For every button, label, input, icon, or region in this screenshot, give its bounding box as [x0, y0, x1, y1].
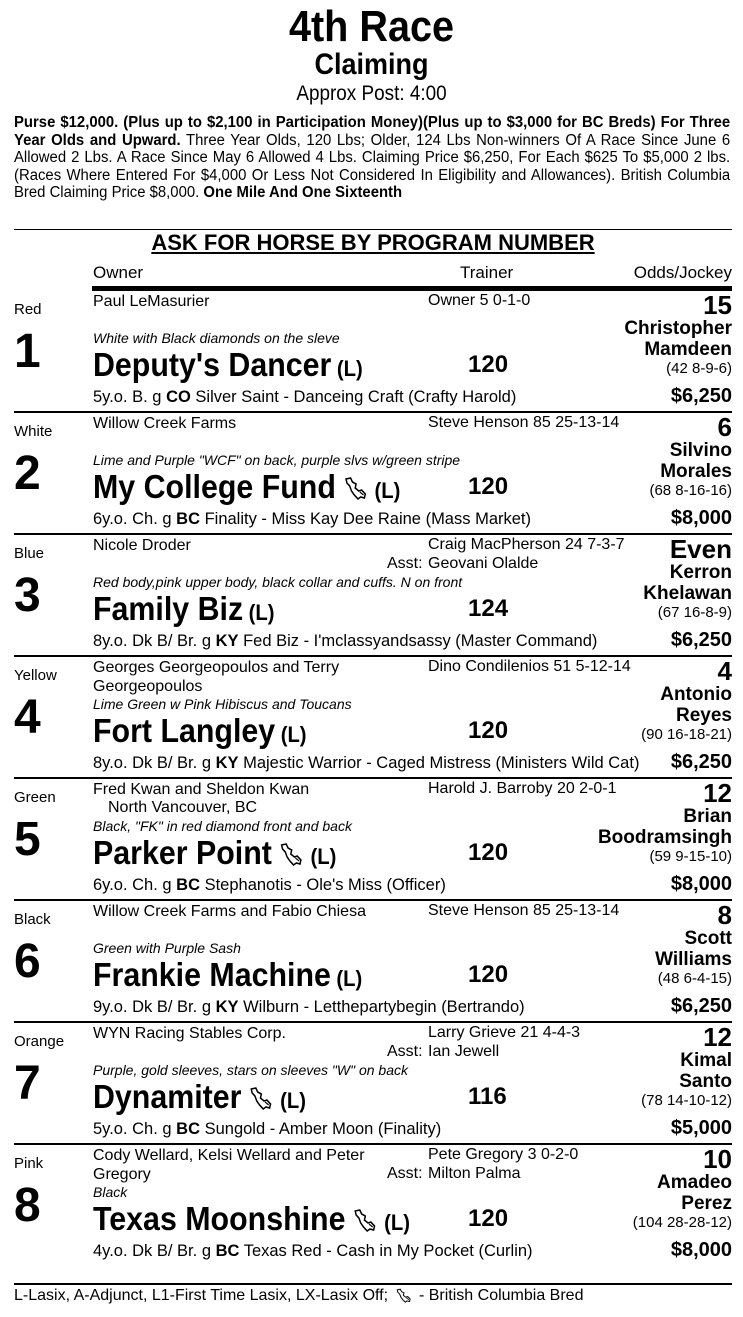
weight: 120	[468, 351, 509, 378]
jockey-last-name: Morales	[660, 461, 732, 482]
pedigree: Finality - Miss Kay Dee Raine (Mass Market)	[200, 510, 531, 528]
british-columbia-map-icon	[395, 1288, 413, 1304]
morning-line-odds: Even	[669, 534, 732, 564]
medication-code: (L)	[384, 1210, 410, 1235]
assistant-label: Asst:	[387, 1043, 423, 1060]
program-number: 5	[14, 813, 41, 866]
jockey-stats: (59 9-15-10)	[649, 848, 732, 865]
saddle-cloth-color: Yellow	[14, 667, 57, 684]
program-number: 3	[14, 569, 41, 622]
jockey-first-name: Silvino	[669, 440, 732, 461]
horse-name-line	[93, 956, 362, 998]
race-header	[0, 0, 743, 108]
breeding-line	[93, 1120, 441, 1139]
bred-state: BC	[176, 510, 200, 528]
legend-text: L-Lasix, A-Adjunct, L1-First Time Lasix, LX-Lasix Off;	[14, 1287, 393, 1304]
jockey-stats: (78 14-10-12)	[641, 1092, 732, 1109]
pedigree: Majestic Warrior - Caged Mistress (Ministers Wild Cat)	[238, 754, 640, 772]
weight: 120	[468, 717, 509, 744]
saddle-cloth-color: Green	[14, 789, 56, 806]
owner-name: Willow Creek Farms	[93, 415, 237, 432]
breeding-line	[93, 1242, 533, 1261]
saddle-cloth-color: White	[14, 423, 53, 440]
jockey-first-name: Kimal	[680, 1050, 732, 1071]
claiming-price: $6,250	[670, 385, 732, 407]
weight: 120	[468, 839, 509, 866]
jockey-first-name: Scott	[684, 928, 732, 949]
claiming-price: $6,250	[670, 751, 732, 773]
age-sex: 5y.o. B. g	[93, 388, 167, 406]
jockey-last-name: Mamdeen	[644, 339, 732, 360]
saddle-cloth-color: Red	[14, 301, 42, 318]
jockey-first-name: Antonio	[660, 684, 732, 705]
col-owner: Owner	[93, 263, 144, 282]
assistant-trainer: Geovani Olalde	[428, 555, 539, 572]
odds-jockey-block	[552, 414, 732, 500]
british-columbia-map-icon	[343, 476, 369, 502]
entry-row	[0, 1021, 743, 1143]
pedigree: Sungold - Amber Moon (Finality)	[200, 1120, 442, 1138]
jockey-stats: (67 16-8-9)	[657, 604, 732, 621]
bred-state: KY	[215, 632, 239, 650]
claiming-price: $6,250	[670, 995, 732, 1017]
silks-description: Green with Purple Sash	[93, 940, 241, 956]
bred-state: BC	[176, 1120, 200, 1138]
pedigree: Wilburn - Letthepartybegin (Bertrando)	[238, 998, 525, 1016]
morning-line-odds: 6	[717, 412, 732, 442]
bred-state: KY	[215, 754, 239, 772]
footer-legend	[14, 1287, 583, 1305]
age-sex: 6y.o. Ch. g	[93, 876, 177, 894]
odds-jockey-block	[552, 780, 732, 866]
entry-row	[0, 1143, 743, 1265]
owner-name: Georges Georgeopoulos and Terry Georgeopoulos	[93, 659, 340, 695]
breeding-line	[93, 388, 516, 407]
trainer-name: Owner 5 0-1-0	[428, 292, 531, 309]
jockey-stats: (90 16-18-21)	[641, 726, 732, 743]
entry-divider	[14, 899, 732, 901]
saddle-cloth-color: Black	[14, 911, 51, 928]
entry-divider	[14, 533, 732, 535]
british-columbia-map-icon	[249, 1086, 275, 1112]
program-number: 2	[14, 447, 41, 500]
morning-line-odds: 4	[717, 656, 732, 686]
odds-jockey-block	[552, 1024, 732, 1110]
weight: 116	[468, 1083, 507, 1110]
ask-banner: ASK FOR HORSE BY PROGRAM NUMBER	[14, 229, 732, 256]
bred-state: BC	[215, 1242, 240, 1260]
medication-code: (L)	[248, 600, 275, 625]
silks-description: Lime and Purple "WCF" on back, purple slvs w/green stripe	[93, 452, 461, 468]
program-number: 4	[14, 691, 41, 744]
program-number: 8	[14, 1179, 41, 1232]
jockey-stats: (48 6-4-15)	[657, 970, 732, 987]
assistant-trainer: Milton Palma	[428, 1165, 521, 1182]
jockey-stats: (42 8-9-6)	[666, 360, 732, 377]
horse-name-line	[93, 712, 307, 754]
medication-code: (L)	[280, 1088, 306, 1113]
trainer-name: Craig MacPherson 24 7-3-7	[428, 536, 625, 553]
owner-name: Willow Creek Farms and Fabio Chiesa	[93, 903, 366, 920]
jockey-last-name: Williams	[655, 949, 732, 970]
owner-name: Fred Kwan and Sheldon Kwan	[93, 781, 310, 798]
jockey-stats: (68 8-16-16)	[649, 482, 732, 499]
medication-code: (L)	[336, 356, 363, 381]
odds-jockey-block	[552, 658, 732, 744]
race-title: 4th Race	[288, 2, 455, 51]
silks-description: Black	[93, 1184, 128, 1200]
horse-name-line	[93, 468, 400, 510]
horse-name: Deputy's Dancer	[93, 346, 332, 383]
pedigree: Texas Red - Cash in My Pocket (Curlin)	[239, 1242, 533, 1260]
jockey-first-name: Kerron	[669, 562, 732, 583]
bred-state: CO	[166, 388, 191, 406]
claiming-price: $8,000	[670, 1239, 732, 1261]
owner-location: North Vancouver, BC	[108, 799, 258, 816]
horse-name: Fort Langley	[93, 712, 276, 749]
horse-name: Frankie Machine	[93, 956, 331, 993]
morning-line-odds: 12	[703, 778, 732, 808]
jockey-last-name: Boodramsingh	[597, 827, 732, 848]
entry-divider	[14, 411, 732, 413]
entry-row	[0, 411, 743, 533]
entry-divider	[14, 1021, 732, 1023]
race-conditions	[14, 114, 730, 202]
jockey-first-name: Christopher	[624, 318, 732, 339]
weight: 124	[468, 595, 509, 622]
jockey-last-name: Reyes	[676, 705, 732, 726]
jockey-first-name: Brian	[683, 806, 732, 827]
bred-state: KY	[215, 998, 239, 1016]
pedigree: Silver Saint - Danceing Craft (Crafty Harold)	[190, 388, 517, 406]
claiming-price: $8,000	[670, 873, 732, 895]
horse-name: Family Biz	[93, 590, 244, 627]
odds-jockey-block	[552, 292, 732, 378]
claiming-price: $5,000	[670, 1117, 732, 1139]
horse-name-line	[93, 590, 275, 632]
assistant-label: Asst:	[387, 1165, 423, 1182]
breeding-line	[93, 998, 525, 1017]
entry-divider	[14, 1143, 732, 1145]
age-sex: 8y.o. Dk B/ Br. g	[93, 754, 216, 772]
odds-jockey-block	[552, 536, 732, 622]
medication-code: (L)	[280, 722, 307, 747]
horse-name-line	[93, 1078, 306, 1120]
saddle-cloth-color: Pink	[14, 1155, 44, 1172]
owner-name: Paul LeMasurier	[93, 293, 210, 310]
medication-code: (L)	[336, 966, 363, 991]
assistant-label: Asst:	[387, 555, 423, 572]
owner-name: WYN Racing Stables Corp.	[93, 1025, 286, 1042]
saddle-cloth-color: Orange	[14, 1033, 65, 1050]
medication-code: (L)	[310, 844, 337, 869]
age-sex: 8y.o. Dk B/ Br. g	[93, 632, 216, 650]
entry-row	[0, 899, 743, 1021]
post-time: Approx Post: 4:00	[296, 82, 447, 105]
col-odds-jockey: Odds/Jockey	[633, 263, 732, 282]
conditions-detail: Three Year Olds, 120 Lbs; Older, 124 Lbs Non-winners Of A Race Since June 6 Allowed 2 Lbs. A Race Since May 6 Allowed 4 Lbs. Claiming Price $6,250, For Each $625 To $5,000 2 lbs. (Races Where Entered For $4,000 Or Less Not Considered In Eligibility and Allowances). British Columbia Bred Claiming Price $8,000.	[14, 131, 731, 201]
horse-name: Dynamiter	[93, 1078, 242, 1115]
jockey-first-name: Amadeo	[657, 1172, 732, 1193]
age-sex: 9y.o. Dk B/ Br. g	[93, 998, 216, 1016]
weight: 120	[468, 961, 509, 988]
age-sex: 4y.o. Dk B/ Br. g	[93, 1242, 216, 1260]
silks-description: Lime Green w Pink Hibiscus and Toucans	[93, 696, 352, 712]
entry-divider	[14, 655, 732, 657]
morning-line-odds: 10	[703, 1144, 732, 1174]
jockey-last-name: Khelawan	[643, 583, 732, 604]
weight: 120	[468, 473, 509, 500]
footer-rule	[14, 1283, 732, 1285]
trainer-name: Steve Henson 85 25-13-14	[428, 902, 620, 919]
entry-row	[0, 655, 743, 777]
trainer-name: Larry Grieve 21 4-4-3	[428, 1024, 581, 1041]
british-columbia-map-icon	[353, 1208, 379, 1234]
horse-name-line	[93, 834, 336, 876]
program-number: 7	[14, 1057, 41, 1110]
program-number: 6	[14, 935, 41, 988]
odds-jockey-block	[552, 1146, 732, 1232]
weight: 120	[468, 1205, 509, 1232]
silks-description: White with Black diamonds on the sleve	[93, 330, 340, 346]
pedigree: Fed Biz - I'mclassyandsassy (Master Command)	[238, 632, 598, 650]
medication-code: (L)	[374, 478, 401, 503]
saddle-cloth-color: Blue	[14, 545, 45, 562]
horse-name: Parker Point	[93, 834, 272, 871]
british-columbia-map-icon	[279, 842, 305, 868]
owner-name: Nicole Droder	[93, 537, 191, 554]
age-sex: 5y.o. Ch. g	[93, 1120, 177, 1138]
trainer-name: Steve Henson 85 25-13-14	[428, 414, 620, 431]
pedigree: Stephanotis - Ole's Miss (Officer)	[200, 876, 446, 894]
horse-name: Texas Moonshine	[93, 1200, 346, 1237]
horse-name: My College Fund	[93, 468, 336, 505]
entry-row	[0, 289, 743, 411]
owner-name: Cody Wellard, Kelsi Wellard and Peter Gregory	[93, 1147, 365, 1183]
program-number: 1	[14, 325, 41, 378]
age-sex: 6y.o. Ch. g	[93, 510, 177, 528]
silks-description: Purple, gold sleeves, stars on sleeves "W" on back	[93, 1062, 408, 1078]
claiming-price: $6,250	[670, 629, 732, 651]
breeding-line	[93, 510, 531, 529]
morning-line-odds: 12	[703, 1022, 732, 1052]
conditions-purse: Purse $12,000. (Plus up to $2,100 in Participation Money)(Plus up to $3,000 for BC Breds) For Three Year Olds and Upward.	[14, 114, 731, 149]
morning-line-odds: 8	[717, 900, 732, 930]
assistant-trainer: Ian Jewell	[428, 1043, 500, 1060]
entry-divider	[14, 777, 732, 779]
odds-jockey-block	[552, 902, 732, 988]
horse-name-line	[93, 346, 363, 388]
horse-name-line	[93, 1200, 410, 1242]
col-trainer: Trainer	[460, 263, 514, 282]
jockey-last-name: Perez	[681, 1193, 732, 1214]
entry-row	[0, 777, 743, 899]
race-type: Claiming	[314, 48, 429, 81]
morning-line-odds: 15	[703, 290, 732, 320]
silks-description: Red body,pink upper body, black collar and cuffs. N on front	[93, 574, 463, 590]
conditions-distance: One Mile And One Sixteenth	[203, 184, 403, 201]
breeding-line	[93, 754, 639, 773]
bred-state: BC	[176, 876, 200, 894]
entry-row	[0, 533, 743, 655]
claiming-price: $8,000	[670, 507, 732, 529]
breeding-line	[93, 876, 446, 895]
breeding-line	[93, 632, 597, 651]
jockey-last-name: Santo	[679, 1071, 732, 1092]
trainer-name: Dino Condilenios 51 5-12-14	[428, 658, 631, 675]
jockey-stats: (104 28-28-12)	[632, 1214, 732, 1231]
legend-bc-text: - British Columbia Bred	[414, 1287, 584, 1304]
silks-description: Black, "FK" in red diamond front and back	[93, 818, 352, 834]
trainer-name: Harold J. Barroby 20 2-0-1	[428, 780, 617, 797]
trainer-name: Pete Gregory 3 0-2-0	[428, 1146, 579, 1163]
